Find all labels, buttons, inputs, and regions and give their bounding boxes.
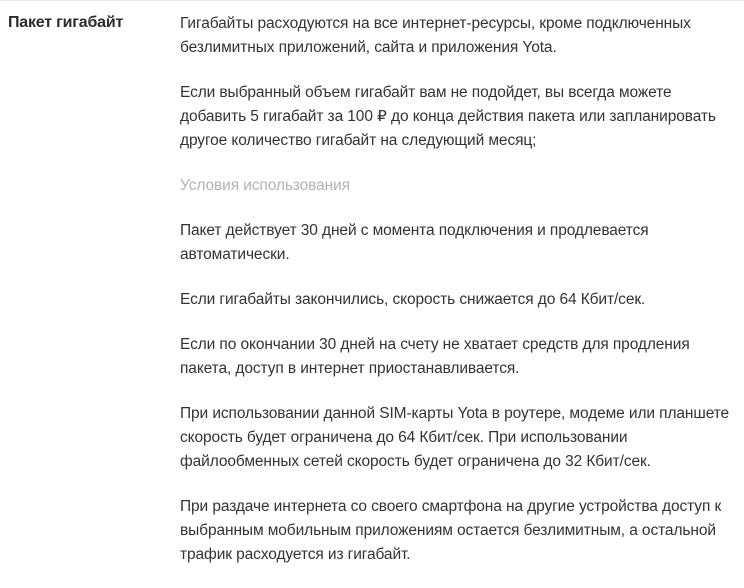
paragraph-speed-after-limit: Если гигабайты закончились, скорость снижается до 64 Кбит/сек.	[180, 291, 646, 308]
terms-of-use-subheading: Условия использования	[180, 177, 350, 194]
paragraph-add-gigabytes: Если выбранный объем гигабайт вам не подойдет, вы всегда можете добавить 5 гигабайт за 100 ₽ до конца действия пакета или запланировать другое количество гигабайт на следующий месяц;	[180, 84, 716, 149]
paragraph-sim-in-router: При использовании данной SIM-карты Yota в роутере, модеме или планшете скорость будет ограничена до 64 Кбит/сек. При использовании файлообменных сетей скорость будет ограничена до 32 Кбит/сек.	[180, 405, 730, 470]
row-title: Пакет гигабайт	[8, 14, 124, 31]
paragraph-tethering: При раздаче интернета со своего смартфона на другие устройства доступ к выбранным мобильным приложениям остается безлимитным, а остальной трафик расходуется из гигабайт.	[180, 498, 722, 563]
paragraph-gigabytes-usage: Гигабайты расходуются на все интернет-ресурсы, кроме подключенных безлимитных приложений, сайта и приложения Yota.	[180, 15, 691, 56]
paragraph-package-duration: Пакет действует 30 дней с момента подключения и продлевается автоматически.	[180, 222, 649, 263]
row-content	[180, 12, 736, 588]
paragraph-insufficient-funds: Если по окончании 30 дней на счету не хватает средств для продления пакета, доступ в интернет приостанавливается.	[180, 336, 690, 377]
